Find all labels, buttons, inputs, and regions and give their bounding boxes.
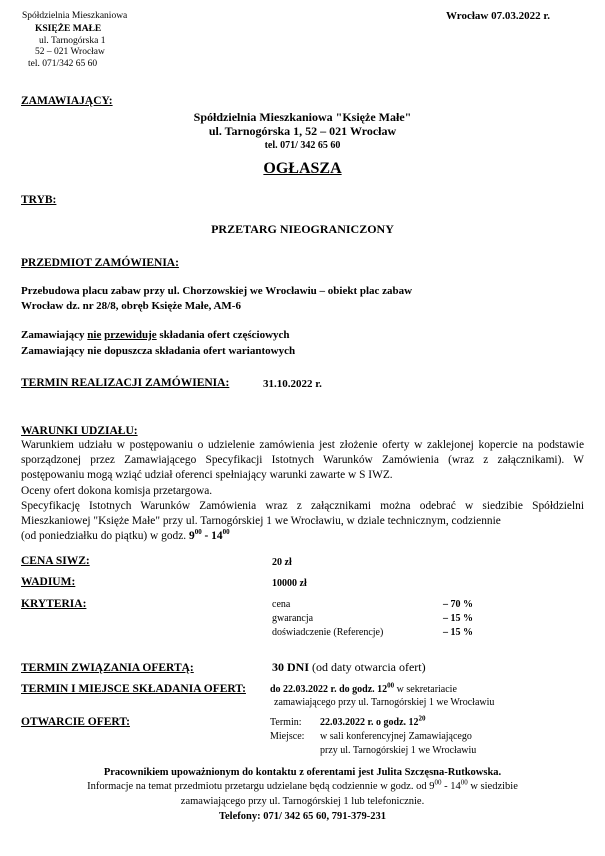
skladanie-place-b: zamawiającego przy ul. Tarnogórskiej 1 we Wrocławiu bbox=[274, 697, 495, 708]
org-line-2: KSIĘŻE MAŁE bbox=[35, 24, 102, 34]
zwiazanie-value bbox=[272, 660, 426, 675]
skladanie-line-1 bbox=[270, 681, 457, 695]
hours-start-sup: 00 bbox=[194, 528, 202, 537]
kryterium-value: – 70 % bbox=[443, 599, 473, 610]
zwiazanie-label: TERMIN ZWIĄZANIA OFERTĄ: bbox=[21, 662, 194, 674]
kryterium-value: – 15 % bbox=[443, 627, 473, 638]
note1-part-d: przewiduje bbox=[104, 329, 157, 341]
skladanie-label: TERMIN I MIEJSCE SKŁADANIA OFERT: bbox=[21, 683, 246, 695]
org-line-1: Spółdzielnia Mieszkaniowa bbox=[22, 11, 128, 21]
otwarcie-termin-value bbox=[320, 714, 426, 728]
przedmiot-line-1: Przebudowa placu zabaw przy ul. Chorzowskiej we Wrocławiu – obiekt plac zabaw bbox=[21, 285, 413, 297]
cena-label: CENA SIWZ: bbox=[21, 555, 90, 567]
przedmiot-label: PRZEDMIOT ZAMÓWIENIA: bbox=[21, 257, 179, 269]
zamawiajacy-name: Spółdzielnia Mieszkaniowa "Księże Małe" bbox=[193, 110, 412, 124]
contact-person: Pracownikiem upoważnionym do kontaktu z oferentami jest Julita Szczęsna-Rutkowska. bbox=[103, 767, 502, 778]
otwarcie-label: OTWARCIE OFERT: bbox=[21, 716, 130, 728]
otwarcie-time: 22.03.2022 r. o godz. 12 bbox=[320, 717, 419, 728]
info-a: Informacje na temat przedmiotu przetargu udzielane będą codziennie w godz. od 9 bbox=[87, 781, 435, 792]
org-line-4: 52 – 021 Wrocław bbox=[35, 47, 105, 57]
warunki-paragraph-2: Oceny ofert dokona komisja przetargowa. bbox=[21, 485, 213, 497]
warunki-paragraph-3: Specyfikację Istotnych Warunków Zamówienia wraz z załącznikami można odebrać w siedzibie Spółdzielni Mieszkaniowej "Księże Małe" przy ul. Tarnogórskiej 1 we Wrocławiu, w dziale technicznym, codziennie bbox=[21, 500, 584, 528]
info-line-2: zamawiającego przy ul. Tarnogórskiej 1 lub telefonicznie. bbox=[180, 796, 425, 807]
tryb-value: PRZETARG NIEOGRANICZONY bbox=[211, 222, 394, 236]
hours-mid: - 14 bbox=[201, 530, 223, 542]
termin-realizacji-value: 31.10.2022 r. bbox=[263, 378, 322, 390]
kryterium-name: gwarancja bbox=[272, 613, 314, 624]
note1-part-b: nie bbox=[87, 329, 102, 341]
hours-start: 9 bbox=[188, 530, 195, 542]
note1-part-e: składania ofert częściowych bbox=[156, 329, 290, 341]
info-line-1 bbox=[0, 778, 605, 792]
info-c: w siedzibie bbox=[467, 781, 518, 792]
otwarcie-termin-label: Termin: bbox=[270, 717, 302, 728]
otwarcie-miejsce-1: w sali konferencyjnej Zamawiającego bbox=[320, 731, 472, 742]
hours-end-sup: 00 bbox=[222, 528, 230, 537]
zwiazanie-days: 30 DNI bbox=[272, 660, 310, 674]
skladanie-date: do 22.03.2022 r. do godz. 12 bbox=[270, 684, 388, 695]
wadium-value: 10000 zł bbox=[272, 578, 307, 589]
document-date: Wrocław 07.03.2022 r. bbox=[446, 10, 550, 22]
note1-part-a: Zamawiający bbox=[21, 329, 88, 341]
kryterium-name: cena bbox=[272, 599, 291, 610]
zamawiajacy-tel: tel. 071/ 342 65 60 bbox=[264, 140, 341, 151]
warunki-paragraph-1: Warunkiem udziału w postępowaniu o udzielenie zamówienia jest złożenie oferty w zaklejonej kopercie na podstawie sporządzonej przez Zamawiającego Specyfikacji Istotnych Warunków Zamówienia (wraz z załącznikami). W postępowaniu mogą wziąć udział oferenci spełniający warunki zawarte w S IWZ. bbox=[21, 439, 584, 482]
skladanie-place-a: w sekretariacie bbox=[394, 684, 457, 695]
przedmiot-line-2: Wrocław dz. nr 28/8, obręb Księże Małe, AM-6 bbox=[21, 300, 241, 312]
info-s2: 00 bbox=[460, 778, 468, 787]
org-line-3: ul. Tarnogórska 1 bbox=[39, 36, 106, 46]
zwiazanie-note: (od daty otwarcia ofert) bbox=[309, 660, 426, 674]
otwarcie-miejsce-2: przy ul. Tarnogórskiej 1 we Wrocławiu bbox=[320, 745, 477, 756]
kryterium-name: doświadczenie (Referencje) bbox=[272, 627, 384, 638]
zamawiajacy-label: ZAMAWIAJĄCY: bbox=[21, 95, 113, 107]
warunki-paragraph-4 bbox=[21, 530, 230, 542]
skladanie-date-sup: 00 bbox=[387, 681, 395, 690]
kryteria-label: KRYTERIA: bbox=[21, 598, 87, 610]
oferty-wariantowe-note: Zamawiający nie dopuszcza składania ofert wariantowych bbox=[21, 345, 296, 357]
kryterium-value: – 15 % bbox=[443, 613, 473, 624]
oglasza-heading: OGŁASZA bbox=[263, 160, 342, 177]
otwarcie-time-sup: 20 bbox=[418, 714, 426, 723]
zamawiajacy-address: ul. Tarnogórska 1, 52 – 021 Wrocław bbox=[208, 124, 397, 138]
contact-phones: Telefony: 071/ 342 65 60, 791-379-231 bbox=[218, 811, 387, 822]
otwarcie-miejsce-label: Miejsce: bbox=[270, 731, 305, 742]
info-b: - 14 bbox=[441, 781, 461, 792]
oferty-czesciowe-note bbox=[21, 329, 290, 341]
warunki-label: WARUNKI UDZIAŁU: bbox=[21, 425, 138, 437]
termin-realizacji-label: TERMIN REALIZACJI ZAMÓWIENIA: bbox=[21, 377, 230, 389]
org-line-5: tel. 071/342 65 60 bbox=[28, 59, 98, 69]
cena-value: 20 zł bbox=[272, 557, 292, 568]
wadium-label: WADIUM: bbox=[21, 576, 76, 588]
info-s1: 00 bbox=[434, 778, 442, 787]
hours-prefix: (od poniedziałku do piątku) w godz. bbox=[21, 530, 189, 542]
tryb-label: TRYB: bbox=[21, 194, 57, 206]
